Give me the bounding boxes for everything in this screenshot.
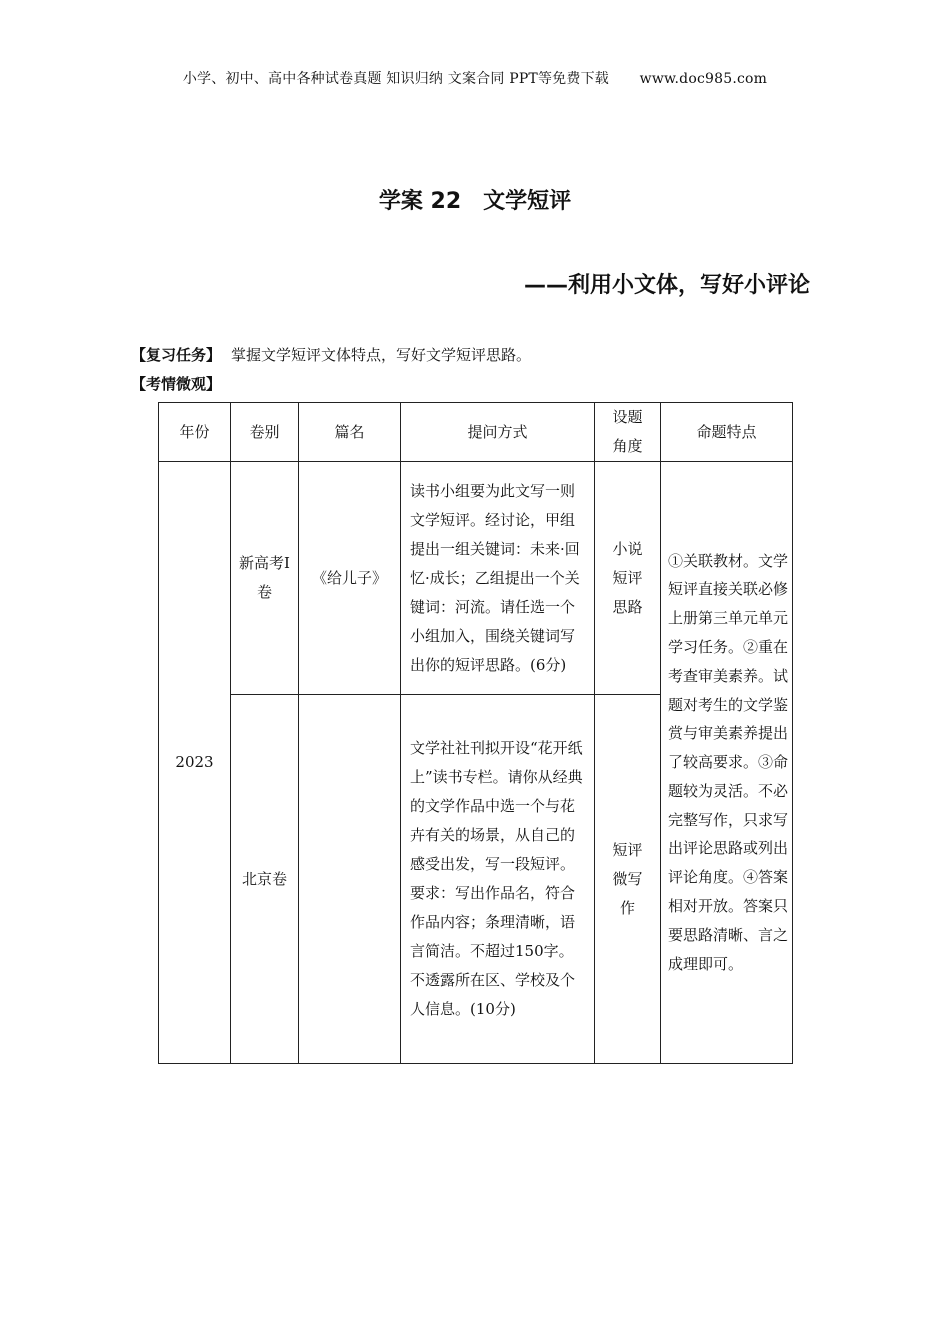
header-angle: 设题角度 (595, 403, 661, 462)
cell-year: 2023 (159, 462, 231, 1064)
page-header (0, 68, 950, 88)
cell-angle: 小说短评思路 (595, 462, 661, 695)
header-question: 提问方式 (401, 403, 595, 462)
header-text: 小学、初中、高中各种试卷真题 知识归纳 文案合同 PPT等免费下载 (182, 71, 609, 87)
header-year: 年份 (159, 403, 231, 462)
page-subtitle: ——利用小文体，写好小评论 (523, 273, 810, 298)
header-features: 命题特点 (661, 403, 793, 462)
survey-heading (131, 373, 221, 394)
cell-paper: 北京卷 (231, 695, 299, 1064)
exam-info-table (158, 402, 793, 1064)
cell-question: 读书小组要为此文写一则文学短评。经讨论，甲组提出一组关键词：未来·回忆·成长；乙组提出一个关键词：河流。请任选一个小组加入，围绕关键词写出你的短评思路。(6分) (401, 462, 595, 695)
cell-title (299, 695, 401, 1064)
cell-title: 《给儿子》 (299, 462, 401, 695)
header-paper: 卷别 (231, 403, 299, 462)
header-title: 篇名 (299, 403, 401, 462)
cell-question: 文学社社刊拟开设“花开纸上”读书专栏。请你从经典的文学作品中选一个与花卉有关的场景，从自己的感受出发，写一段短评。要求：写出作品名，符合作品内容；条理清晰，语言简洁。不超过150字。不透露所在区、学校及个人信息。(10分) (401, 695, 595, 1064)
review-task-label: 【复习任务】 (131, 346, 222, 364)
cell-angle: 短评微写作 (595, 695, 661, 1064)
review-task-content: 掌握文学短评文体特点，写好文学短评思路。 (231, 346, 532, 364)
survey-label: 【考情微观】 (131, 375, 222, 393)
cell-features: ①关联教材。文学短评直接关联必修上册第三单元单元学习任务。②重在考查审美素养。试题对考生的文学鉴赏与审美素养提出了较高要求。③命题较为灵活。不必完整写作，只求写出评论思路或列出评论角度。④答案相对开放。答案只要思路清晰、言之成理即可。 (661, 462, 793, 1064)
review-task (131, 344, 531, 365)
table-row (159, 462, 793, 695)
cell-paper: 新高考Ⅰ卷 (231, 462, 299, 695)
header-url[interactable]: www.doc985.com (639, 71, 768, 87)
page-title: 学案 22 文学短评 (378, 189, 572, 214)
table-header-row (159, 403, 793, 462)
